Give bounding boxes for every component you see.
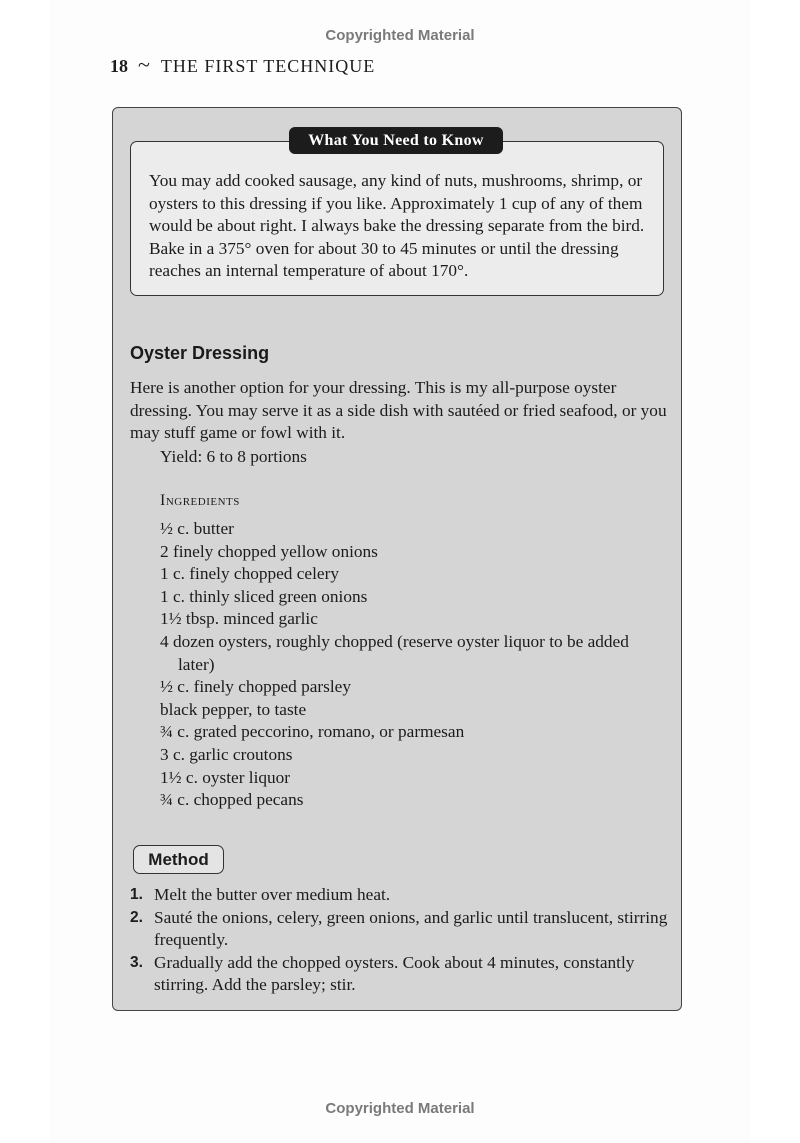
ingredient-item: ¾ c. chopped pecans: [160, 790, 304, 810]
step-number: 3.: [130, 953, 143, 971]
method-step: [130, 952, 670, 997]
ingredient-item: ¾ c. grated peccorino, romano, or parmesan: [160, 722, 465, 742]
copyright-watermark-top: Copyrighted Material: [325, 27, 475, 44]
ingredient-item: 4 dozen oysters, roughly chopped (reserve oyster liquor to be added later): [160, 631, 629, 674]
step-number: 1.: [130, 886, 143, 903]
ingredient-item: 3 c. garlic croutons: [160, 744, 293, 764]
ingredient-item: 1½ c. oyster liquor: [160, 767, 291, 787]
ingredient-item: 2 finely chopped yellow onions: [160, 541, 378, 561]
ingredient-item: 1 c. finely chopped celery: [160, 564, 339, 584]
step-number: 2.: [130, 908, 143, 926]
recipe-title: Oyster Dressing: [130, 343, 270, 363]
ingredient-item: ½ c. finely chopped parsley: [160, 677, 351, 697]
ingredient-item: 1 c. thinly sliced green onions: [160, 586, 368, 606]
know-text: You may add cooked sausage, any kind of nuts, mushrooms, shrimp, or oysters to this dressing if you like. Approximately 1 cup of any of them would be about right. I always bake the dressing separate from the bird. Bake in a 375° oven for about 30 to 45 minutes or until the dressing reaches an internal temperature of about 170°.: [149, 171, 645, 281]
recipe-intro: Here is another option for your dressing. This is my all-purpose oyster dressing. You may serve it as a side dish with sautéed or fried seafood, or you may stuff game or fowl with it.: [130, 378, 667, 443]
step-text: Gradually add the chopped oysters. Cook about 4 minutes, constantly stirring. Add the parsley; stir.: [154, 952, 635, 995]
method-steps: [130, 884, 670, 997]
method-step: [130, 884, 670, 907]
ingredients-heading: Ingredients: [160, 492, 240, 509]
page-number: 18: [110, 56, 128, 76]
chapter-title: THE FIRST TECHNIQUE: [160, 56, 376, 76]
running-head: [110, 51, 376, 77]
recipe-yield: Yield: 6 to 8 portions: [160, 447, 307, 466]
step-text: Melt the butter over medium heat.: [154, 885, 391, 904]
copyright-watermark-bottom: Copyrighted Material: [325, 1100, 475, 1117]
ingredient-item: ½ c. butter: [160, 519, 234, 538]
step-text: Sauté the onions, celery, green onions, and garlic until translucent, stirring frequently.: [154, 907, 668, 950]
ingredients-list: [160, 518, 640, 812]
method-badge: Method: [133, 845, 224, 874]
know-badge: What You Need to Know: [289, 127, 503, 154]
ingredient-item: black pepper, to taste: [160, 699, 307, 719]
method-step: [130, 907, 670, 952]
ingredient-item: 1½ tbsp. minced garlic: [160, 609, 318, 629]
tilde-ornament-icon: ~: [138, 51, 151, 77]
